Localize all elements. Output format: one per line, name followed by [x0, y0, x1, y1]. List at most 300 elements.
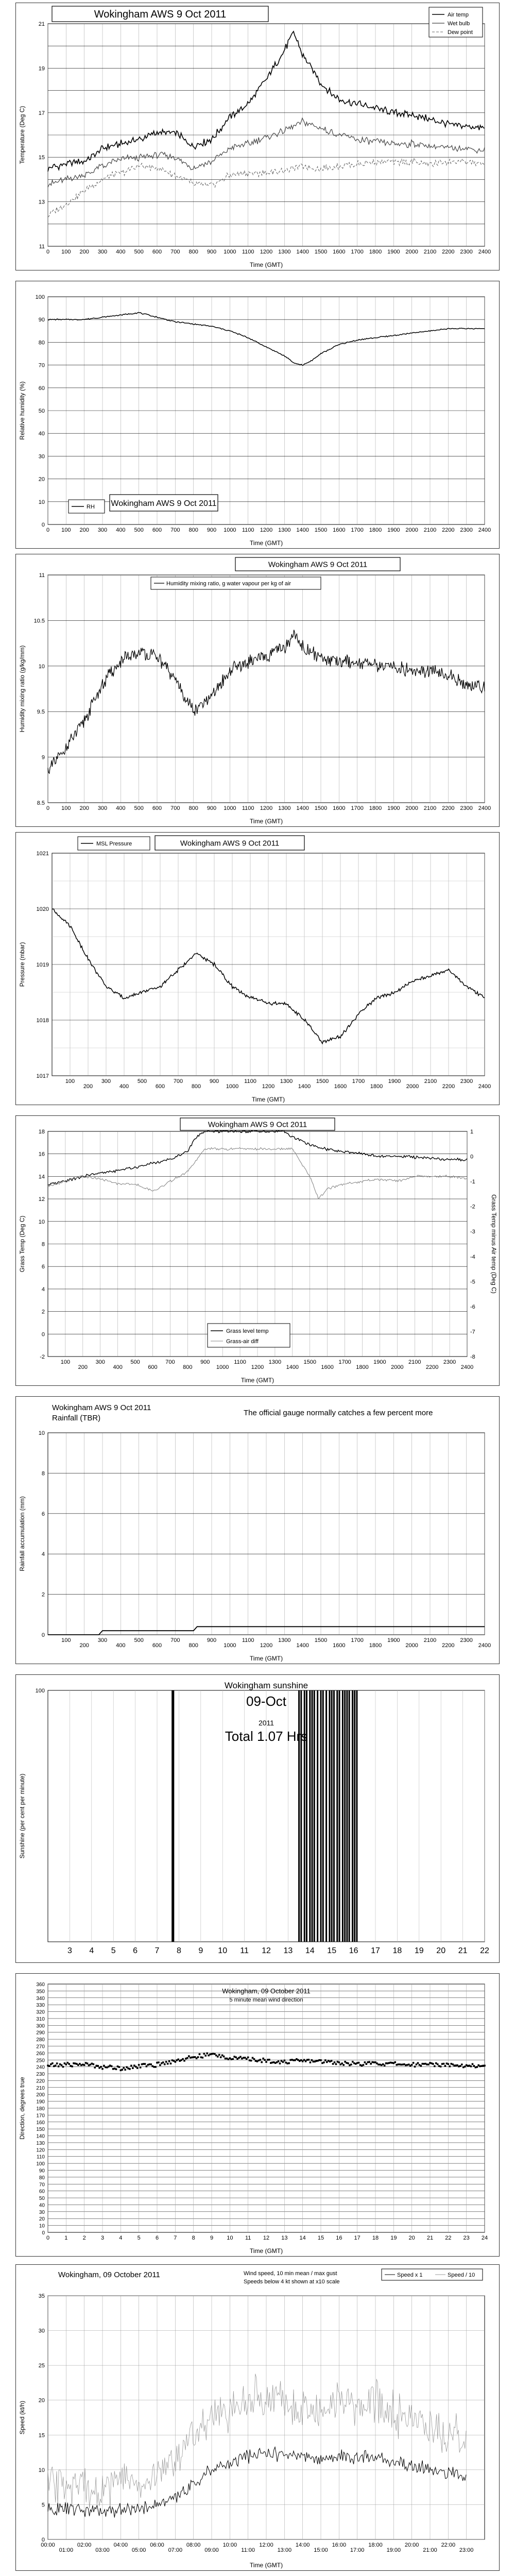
- sun-bar: [344, 1690, 346, 1942]
- wd-point: [250, 2060, 252, 2062]
- temperature-chart: [16, 3, 499, 270]
- wd-point: [363, 2064, 365, 2066]
- mr-xtick-label: 2300: [460, 805, 473, 811]
- ws-xtick-label: 23:00: [459, 2547, 474, 2553]
- rh-xtick-label: 1100: [242, 527, 254, 533]
- wd-point: [484, 2065, 486, 2067]
- rh-xtick-label: 1000: [224, 527, 236, 533]
- wd-ytick-label: 100: [36, 2161, 45, 2167]
- sun-bar: [346, 1690, 348, 1942]
- mr-xtick-label: 1500: [314, 805, 328, 811]
- wd-point: [158, 2061, 160, 2063]
- wd-point: [417, 2062, 419, 2064]
- ws-ytick-label: 20: [38, 2397, 45, 2404]
- wd-point: [170, 2062, 172, 2064]
- rain-xtick-label: 2000: [405, 1642, 418, 1649]
- wd-point: [470, 2065, 472, 2067]
- rainfall-chart-panel: [15, 1396, 500, 1664]
- wd-ytick-label: 350: [36, 1989, 45, 1995]
- mr-xtick-label: 800: [188, 805, 198, 811]
- wd-point: [217, 2056, 219, 2058]
- sun-bar: [331, 1690, 333, 1942]
- rain-xtick-label: 2200: [442, 1642, 455, 1649]
- rh-ylabel: Relative humidity (%): [19, 381, 26, 440]
- mr-xtick-label: 1400: [296, 805, 309, 811]
- wd-point: [68, 2063, 70, 2065]
- wd-point: [332, 2063, 334, 2065]
- wd-ytick-label: 150: [36, 2127, 45, 2133]
- press-xtick-label: 1300: [280, 1078, 293, 1084]
- grass-xtick-label: 1000: [216, 1364, 229, 1370]
- grass-title: Wokingham AWS 9 Oct 2011: [208, 1120, 307, 1129]
- grass-ytick-label: 18: [38, 1129, 45, 1135]
- ws-xtick-label: 04:00: [113, 2542, 128, 2548]
- wd-point: [199, 2053, 201, 2055]
- wd-point: [55, 2064, 57, 2066]
- wd-xtick-label: 0: [46, 2235, 50, 2241]
- wd-point: [444, 2065, 447, 2067]
- sun-ylabel: Sunshine (per cent per minute): [19, 1773, 26, 1859]
- press-ytick-label: 1019: [36, 962, 49, 968]
- temp-xtick-label: 800: [188, 249, 198, 255]
- grass-ylabel: Grass Temp (Deg C): [19, 1215, 26, 1273]
- sun-bar: [354, 1690, 355, 1942]
- press-xtick-label: 1700: [352, 1078, 365, 1084]
- wd-point: [278, 2060, 280, 2062]
- ws-legend-label: Speed x 1: [397, 2272, 423, 2278]
- press-xtick-label: 1000: [226, 1083, 239, 1090]
- sun-xtick-label: 21: [458, 1946, 468, 1955]
- temp-xtick-label: 2400: [478, 249, 491, 255]
- sun-bar: [352, 1690, 353, 1942]
- wd-point: [253, 2058, 255, 2060]
- ws-xtick-label: 17:00: [350, 2547, 365, 2553]
- rain-xtick-label: 1700: [351, 1637, 364, 1643]
- temp-ytick-label: 21: [38, 21, 45, 27]
- wd-point: [284, 2060, 286, 2062]
- grass-y2tick-label: -5: [470, 1279, 475, 1285]
- wd-point: [335, 2063, 337, 2065]
- grass-xtick-label: 1200: [251, 1364, 264, 1370]
- mr-xtick-label: 1800: [369, 805, 382, 811]
- rh-ytick-label: 90: [38, 317, 45, 324]
- sun-xtick-label: 16: [349, 1946, 358, 1955]
- rain-ylabel: Rainfall accumulation (mm): [19, 1496, 26, 1571]
- wd-point: [264, 2059, 266, 2061]
- rh-ytick-label: 10: [38, 499, 45, 505]
- wd-point: [265, 2061, 267, 2063]
- rain-subtitle: Rainfall (TBR): [52, 1414, 101, 1422]
- sun-bar: [317, 1690, 318, 1942]
- wd-point: [366, 2063, 368, 2065]
- mr-xtick-label: 1200: [260, 805, 273, 811]
- temp-xtick-label: 400: [116, 249, 126, 255]
- mr-xtick-label: 1000: [224, 805, 236, 811]
- wd-point: [97, 2065, 99, 2067]
- wd-point: [259, 2059, 261, 2061]
- wd-ytick-label: 220: [36, 2078, 45, 2084]
- rh-xtick-label: 1700: [351, 527, 364, 533]
- wd-point: [118, 2066, 121, 2068]
- rh-xtick-label: 700: [170, 527, 180, 533]
- rain-xtick-label: 1100: [242, 1637, 254, 1643]
- mr-xtick-label: 600: [152, 805, 162, 811]
- wd-point: [472, 2063, 474, 2065]
- wd-title: Wokingham, 09 October 2011: [222, 1987, 311, 1995]
- grass-xtick-label: 2300: [443, 1359, 456, 1365]
- wd-xtick-label: 22: [445, 2235, 452, 2241]
- wd-point: [71, 2065, 73, 2067]
- grass-xlabel: Time (GMT): [241, 1377, 274, 1384]
- grass-y2tick-label: 1: [470, 1129, 474, 1135]
- wd-point: [154, 2066, 157, 2068]
- press-xtick-label: 900: [209, 1078, 219, 1084]
- wd-ytick-label: 190: [36, 2099, 45, 2105]
- grass-ytick-label: 6: [41, 1264, 45, 1270]
- rh-xtick-label: 2100: [423, 527, 437, 533]
- wd-point: [476, 2066, 478, 2068]
- ws-xtick-label: 05:00: [131, 2547, 146, 2553]
- mr-ylabel: Humidity mixing ratio (g/kg/mm): [19, 645, 26, 733]
- sun-bar: [320, 1690, 322, 1942]
- rh-xtick-label: 1900: [387, 527, 400, 533]
- ws-ytick-label: 10: [38, 2467, 45, 2473]
- rh-xtick-label: 2000: [405, 527, 418, 533]
- sun-bar: [312, 1690, 313, 1942]
- temp-xtick-label: 1000: [224, 249, 236, 255]
- press-xtick-label: 2100: [424, 1078, 437, 1084]
- sunshine-chart-panel: [15, 1674, 500, 1963]
- wd-point: [115, 2068, 117, 2070]
- wd-ytick-label: 330: [36, 2003, 45, 2009]
- wd-xtick-label: 21: [426, 2235, 434, 2241]
- grass-y2label: Grass Temp minus Air temp (Deg C): [490, 1194, 497, 1294]
- grass-xtick-label: 800: [183, 1364, 193, 1370]
- wd-xtick-label: 17: [354, 2235, 360, 2241]
- grass-y2tick-label: -3: [470, 1229, 475, 1235]
- ws-ylabel: Speed (kt/h): [19, 2400, 26, 2435]
- rain-xtick-label: 200: [79, 1642, 89, 1649]
- mr-xtick-label: 1900: [387, 805, 400, 811]
- sun-xtick-label: 17: [371, 1946, 380, 1955]
- rain-ytick-label: 8: [41, 1470, 45, 1477]
- rh-xtick-label: 1800: [369, 527, 382, 533]
- ws-xtick-label: 06:00: [150, 2542, 164, 2548]
- temp-xtick-label: 1400: [296, 249, 309, 255]
- press-ytick-label: 1017: [36, 1073, 49, 1079]
- wd-ytick-label: 110: [37, 2154, 45, 2160]
- wd-xtick-label: 24: [481, 2235, 488, 2241]
- rain-ytick-label: 0: [41, 1632, 45, 1638]
- wd-point: [130, 2065, 132, 2067]
- wd-point: [83, 2064, 85, 2066]
- wd-point: [413, 2062, 415, 2064]
- grass-legend-label: Grass-air diff: [226, 1338, 259, 1345]
- ws-xtick-label: 15:00: [314, 2547, 328, 2553]
- press-xtick-label: 100: [65, 1078, 75, 1084]
- sun-xtick-label: 12: [262, 1946, 271, 1955]
- rh-xtick-label: 300: [97, 527, 108, 533]
- wd-point: [164, 2063, 166, 2065]
- wd-xtick-label: 4: [119, 2235, 123, 2241]
- press-xtick-label: 800: [191, 1083, 201, 1090]
- rain-xtick-label: 900: [207, 1637, 217, 1643]
- grass-xtick-label: 400: [113, 1364, 123, 1370]
- wd-point: [232, 2058, 234, 2060]
- press-legend-label: MSL Pressure: [96, 841, 132, 847]
- grass-xtick-label: 1800: [356, 1364, 369, 1370]
- wind-speed-chart: [16, 2265, 499, 2570]
- grass-ytick-label: 10: [38, 1218, 45, 1225]
- wd-ytick-label: 270: [36, 2044, 45, 2050]
- wd-xtick-label: 5: [137, 2235, 141, 2241]
- wd-point: [247, 2057, 249, 2059]
- rh-xtick-label: 400: [116, 527, 126, 533]
- sun-xtick-label: 5: [111, 1946, 116, 1955]
- wd-point: [121, 2069, 123, 2071]
- rh-ytick-label: 80: [38, 340, 45, 346]
- grass-xtick-label: 1300: [268, 1359, 282, 1365]
- wd-ytick-label: 210: [36, 2085, 45, 2091]
- sun-bar: [173, 1690, 174, 1942]
- grass-ytick-label: -2: [40, 1354, 45, 1360]
- wind-direction-chart-panel: [15, 1973, 500, 2257]
- press-xtick-label: 600: [155, 1083, 165, 1090]
- wd-point: [310, 2061, 312, 2063]
- wd-point: [443, 2063, 445, 2065]
- wd-point: [368, 2061, 370, 2063]
- press-xtick-label: 500: [137, 1078, 147, 1084]
- wind-speed-chart-panel: [15, 2264, 500, 2571]
- grass-xtick-label: 600: [148, 1364, 158, 1370]
- grass-xtick-label: 200: [78, 1364, 88, 1370]
- press-xtick-label: 2000: [406, 1083, 419, 1090]
- wd-point: [350, 2063, 352, 2065]
- rain-xtick-label: 1000: [224, 1642, 236, 1649]
- wd-xtick-label: 6: [155, 2235, 159, 2241]
- mr-xlabel: Time (GMT): [249, 818, 283, 825]
- sun-bar: [309, 1690, 311, 1942]
- wd-point: [144, 2063, 146, 2065]
- press-ytick-label: 1021: [36, 851, 49, 857]
- rain-xtick-label: 1300: [278, 1637, 291, 1643]
- wd-point: [461, 2063, 463, 2065]
- press-xtick-label: 300: [101, 1078, 111, 1084]
- wd-ytick-label: 30: [39, 2209, 45, 2215]
- mr-xtick-label: 400: [116, 805, 126, 811]
- temp-xtick-label: 2100: [423, 249, 437, 255]
- ws-xlabel: Time (GMT): [249, 2562, 283, 2569]
- grass-ytick-label: 4: [41, 1286, 45, 1293]
- grass-ytick-label: 8: [41, 1241, 45, 1248]
- wd-xtick-label: 23: [463, 2235, 470, 2241]
- wd-point: [87, 2062, 89, 2064]
- wd-point: [124, 2069, 126, 2071]
- rh-xtick-label: 500: [134, 527, 144, 533]
- wd-point: [323, 2061, 325, 2063]
- sun-bar: [329, 1690, 330, 1942]
- wd-point: [342, 2064, 345, 2066]
- grass-xtick-label: 300: [95, 1359, 105, 1365]
- rh-ytick-label: 70: [38, 362, 45, 369]
- wd-point: [437, 2063, 439, 2065]
- temp-xtick-label: 1100: [242, 249, 254, 255]
- wd-ytick-label: 180: [36, 2106, 45, 2112]
- wd-point: [246, 2058, 248, 2060]
- wd-xlabel: Time (GMT): [249, 2247, 283, 2255]
- wd-point: [206, 2053, 208, 2055]
- ws-xtick-label: 07:00: [168, 2547, 183, 2553]
- ws-ytick-label: 5: [41, 2502, 45, 2509]
- wd-point: [62, 2066, 64, 2068]
- grass-xtick-label: 1400: [286, 1364, 299, 1370]
- press-xtick-label: 200: [83, 1083, 93, 1090]
- rh-xtick-label: 1300: [278, 527, 291, 533]
- mr-ytick-label: 9.5: [37, 709, 45, 716]
- grass-xtick-label: 1600: [321, 1364, 334, 1370]
- wd-point: [94, 2066, 96, 2069]
- wd-xtick-label: 10: [227, 2235, 233, 2241]
- grass-xtick-label: 100: [60, 1359, 71, 1365]
- wd-point: [338, 2061, 340, 2063]
- temp-legend-label: Wet bulb: [448, 21, 470, 27]
- rh-ytick-label: 0: [41, 522, 45, 528]
- rh-xtick-label: 2200: [442, 527, 455, 533]
- grass-xtick-label: 1500: [303, 1359, 316, 1365]
- grass-y2tick-label: -2: [470, 1204, 475, 1210]
- mr-ytick-label: 11: [39, 572, 45, 579]
- temp-xtick-label: 300: [97, 249, 108, 255]
- temp-xtick-label: 100: [61, 249, 71, 255]
- rain-ytick-label: 2: [41, 1591, 45, 1598]
- press-xtick-label: 2200: [442, 1083, 455, 1090]
- rh-xtick-label: 900: [207, 527, 217, 533]
- temp-xtick-label: 0: [46, 249, 50, 255]
- humidity-chart: [16, 281, 499, 548]
- mixing-ratio-chart: [16, 554, 499, 826]
- wd-point: [223, 2056, 225, 2058]
- wd-ytick-label: 300: [36, 2023, 45, 2029]
- rain-annotation: The official gauge normally catches a few percent more: [244, 1409, 433, 1417]
- ws-ytick-label: 35: [38, 2293, 45, 2299]
- rh-ytick-label: 20: [38, 476, 45, 483]
- ws-xtick-label: 10:00: [222, 2542, 237, 2548]
- wd-ytick-label: 90: [39, 2168, 45, 2174]
- mr-xtick-label: 700: [170, 805, 180, 811]
- temp-xtick-label: 500: [134, 249, 144, 255]
- rain-ytick-label: 4: [41, 1551, 45, 1558]
- humidity-chart-panel: [15, 281, 500, 549]
- grass-ytick-label: 2: [41, 1309, 45, 1315]
- rain-xlabel: Time (GMT): [249, 1655, 283, 1662]
- sun-xtick-label: 10: [218, 1946, 228, 1955]
- temp-legend-label: Dew point: [448, 29, 473, 36]
- ws-xtick-label: 22:00: [441, 2542, 456, 2548]
- sun-bar: [339, 1690, 340, 1942]
- wd-ytick-label: 170: [36, 2113, 45, 2119]
- sun-xtick-label: 7: [154, 1946, 160, 1955]
- wd-point: [204, 2055, 207, 2057]
- ws-xtick-label: 02:00: [77, 2542, 92, 2548]
- wd-point: [358, 2062, 360, 2064]
- wd-point: [129, 2068, 131, 2070]
- temp-xtick-label: 900: [207, 249, 217, 255]
- rh-xtick-label: 1600: [333, 527, 346, 533]
- wd-ytick-label: 160: [36, 2120, 45, 2126]
- wd-point: [123, 2067, 125, 2069]
- ws-xtick-label: 11:00: [241, 2547, 255, 2553]
- mr-ytick-label: 10: [38, 663, 45, 670]
- ws-xtick-label: 08:00: [186, 2542, 201, 2548]
- wd-ytick-label: 20: [39, 2216, 45, 2223]
- grass-xtick-label: 2100: [408, 1359, 421, 1365]
- ws-xtick-label: 00:00: [41, 2542, 55, 2548]
- wd-point: [138, 2064, 140, 2066]
- sun-year-label: 2011: [258, 1719, 274, 1727]
- wd-point: [220, 2056, 222, 2058]
- wd-ytick-label: 360: [36, 1982, 45, 1988]
- mixing-ratio-chart-panel: [15, 554, 500, 827]
- ws-xtick-label: 09:00: [204, 2547, 219, 2553]
- rain-ytick-label: 10: [38, 1430, 45, 1436]
- sun-bar: [314, 1690, 315, 1942]
- wd-point: [370, 2063, 372, 2065]
- wd-ytick-label: 10: [39, 2223, 45, 2229]
- wd-xtick-label: 3: [100, 2235, 105, 2241]
- wd-point: [150, 2063, 152, 2065]
- wd-xtick-label: 7: [174, 2235, 177, 2241]
- rh-xtick-label: 0: [46, 527, 50, 533]
- wd-point: [197, 2056, 199, 2058]
- mr-legend-label: Humidity mixing ratio, g water vapour per kg of air: [166, 581, 291, 587]
- rain-xtick-label: 2100: [423, 1637, 437, 1643]
- wd-ytick-label: 140: [36, 2133, 45, 2140]
- sun-xtick-label: 4: [89, 1946, 94, 1955]
- temp-xtick-label: 1500: [314, 249, 328, 255]
- wd-point: [432, 2063, 434, 2065]
- press-xlabel: Time (GMT): [251, 1096, 285, 1103]
- grass-y2tick-label: -6: [470, 1303, 475, 1310]
- rain-xtick-label: 600: [152, 1642, 162, 1649]
- mr-ytick-label: 9: [41, 754, 45, 761]
- rh-ytick-label: 30: [38, 453, 45, 460]
- rain-xtick-label: 1400: [296, 1642, 309, 1649]
- wd-ytick-label: 230: [36, 2072, 45, 2078]
- temp-title: Wokingham AWS 9 Oct 2011: [94, 9, 227, 21]
- press-xtick-label: 1900: [388, 1078, 401, 1084]
- sun-xtick-label: 8: [176, 1946, 181, 1955]
- press-xtick-label: 2300: [460, 1078, 473, 1084]
- wd-ylabel: Direction, degrees true: [19, 2077, 26, 2140]
- sun-bar: [325, 1690, 327, 1942]
- ws-ytick-label: 25: [38, 2363, 45, 2369]
- grass-y2tick-label: -8: [470, 1354, 475, 1360]
- grass-ytick-label: 16: [38, 1151, 45, 1158]
- wd-ytick-label: 130: [36, 2140, 45, 2146]
- rh-ytick-label: 60: [38, 385, 45, 392]
- wd-point: [56, 2062, 58, 2064]
- wd-point: [324, 2059, 327, 2061]
- grass-xtick-label: 1100: [234, 1359, 246, 1365]
- sun-title: Wokingham sunshine: [224, 1681, 308, 1690]
- rh-xtick-label: 1400: [296, 527, 309, 533]
- ws-ytick-label: 30: [38, 2328, 45, 2334]
- sun-subtitle: 09-Oct: [246, 1693, 287, 1709]
- ws-xtick-label: 01:00: [59, 2547, 74, 2553]
- temp-ytick-label: 13: [38, 199, 45, 206]
- wd-point: [203, 2053, 205, 2055]
- wd-ytick-label: 310: [36, 2016, 45, 2022]
